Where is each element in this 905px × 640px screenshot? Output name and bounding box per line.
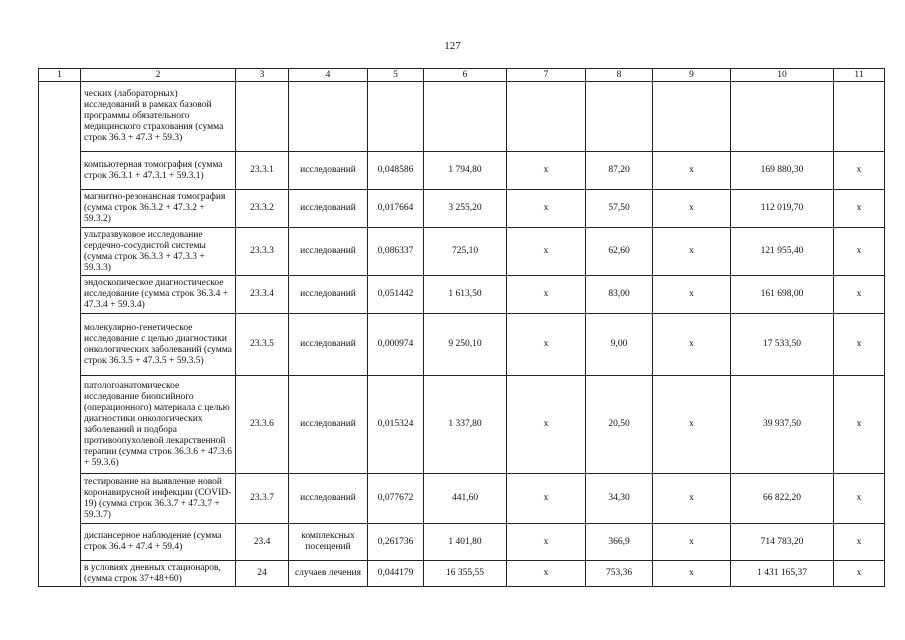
cell-c11: х [834,190,885,228]
cell-unit: комплексных посещений [289,524,368,561]
cell-c7: х [507,152,586,190]
cell-cost: 1 613,50 [424,276,507,314]
cell-norm: 0,051442 [368,276,424,314]
cell-c7: х [507,276,586,314]
cell-unit: исследований [289,152,368,190]
cell-c9: х [653,190,731,228]
cell-c8: 83,00 [586,276,653,314]
column-header: 11 [834,69,885,82]
cell-norm: 0,000974 [368,314,424,376]
column-header: 2 [81,69,236,82]
cell-norm: 0,017664 [368,190,424,228]
cell-c9: х [653,561,731,587]
row-name-cell: компьютерная томография (сумма строк 36.3.1 + 47.3.1 + 59.3.1) [81,152,236,190]
cell-norm: 0,015324 [368,376,424,474]
cell-c7: х [507,314,586,376]
cell-norm: 0,261736 [368,524,424,561]
cell-c10: 714 783,20 [731,524,834,561]
row-name-cell: эндоскопическое диагностическое исследование (сумма строк 36.3.4 + 47.3.4 + 59.3.4) [81,276,236,314]
table-row [39,228,885,276]
cell-c10 [731,82,834,152]
cell-cost: 9 250,10 [424,314,507,376]
column-header: 4 [289,69,368,82]
cell-norm [368,82,424,152]
cell-c7: х [507,561,586,587]
cell-norm: 0,048586 [368,152,424,190]
cell-unit: исследований [289,314,368,376]
cell-c9: х [653,152,731,190]
cell-cost: 1 337,80 [424,376,507,474]
row-name-cell: патологоанатомическое исследование биопсийного (операционного) материала с целью диагностики онкологических заболеваний и подбора противоопухолевой лекарственной терапии (сумма строк 36.3.6 + 47.3.6 + 59.3.6) [81,376,236,474]
cell-c11: х [834,228,885,276]
cell-unit: исследований [289,190,368,228]
page-number: 127 [444,40,461,52]
cell-c11: х [834,314,885,376]
cell-c7: х [507,228,586,276]
cell-c7: х [507,474,586,524]
cell-norm: 0,086337 [368,228,424,276]
cell-code: 23.4 [236,524,289,561]
section-number-cell [39,82,81,587]
cell-c9: х [653,524,731,561]
cell-c8: 753,36 [586,561,653,587]
table-row [39,276,885,314]
cell-unit: случаев лечения [289,561,368,587]
row-name-cell: магнитно-резонансная томография (сумма строк 36.3.2 + 47.3.2 + 59.3.2) [81,190,236,228]
cell-c8: 57,50 [586,190,653,228]
cell-c9: х [653,314,731,376]
cell-cost [424,82,507,152]
column-header: 7 [507,69,586,82]
cell-code: 23.3.7 [236,474,289,524]
cell-code: 24 [236,561,289,587]
column-header: 1 [39,69,81,82]
cell-c8: 87,20 [586,152,653,190]
cell-cost: 3 255,20 [424,190,507,228]
row-name-cell: ультразвуковое исследование сердечно-сосудистой системы (сумма строк 36.3.3 + 47.3.3 + 59.3.3) [81,228,236,276]
cell-c8: 34,30 [586,474,653,524]
cell-norm: 0,077672 [368,474,424,524]
column-header: 5 [368,69,424,82]
cell-c8: 366,9 [586,524,653,561]
cell-c9 [653,82,731,152]
cell-c11: х [834,474,885,524]
row-name-cell: в условиях дневных стационаров, (сумма строк 37+48+60) [81,561,236,587]
table-row [39,82,885,152]
cell-c11: х [834,376,885,474]
cell-c10: 66 822,20 [731,474,834,524]
cell-c8: 62,60 [586,228,653,276]
cell-c7: х [507,190,586,228]
cell-unit: исследований [289,276,368,314]
cell-cost: 725,10 [424,228,507,276]
row-name-cell: ческих (лабораторных) исследований в рамках базовой программы обязательного медицинского страхования (сумма строк 36.3 + 47.3 + 59.3) [81,82,236,152]
table-row [39,190,885,228]
row-name-cell: тестирование на выявление новой коронавирусной инфекции (COVID-19) (сумма строк 36.3.7 + 47.3.7 + 59.3.7) [81,474,236,524]
cell-c9: х [653,228,731,276]
row-name-cell: молекулярно-генетическое исследование с целью диагностики онкологических заболеваний (сумма строк 36.3.5 + 47.3.5 + 59.3.5) [81,314,236,376]
cell-c11: х [834,524,885,561]
cell-c7: х [507,376,586,474]
cell-c8: 20,50 [586,376,653,474]
table-row [39,376,885,474]
cell-c10: 17 533,50 [731,314,834,376]
cell-cost: 1 401,80 [424,524,507,561]
cell-c10: 161 698,00 [731,276,834,314]
cell-c9: х [653,376,731,474]
cell-c11: х [834,152,885,190]
cell-cost: 1 794,80 [424,152,507,190]
cell-code: 23.3.4 [236,276,289,314]
column-header: 10 [731,69,834,82]
cell-c9: х [653,474,731,524]
cell-code: 23.3.1 [236,152,289,190]
cell-code [236,82,289,152]
data-table [38,68,885,587]
cell-c9: х [653,276,731,314]
cell-c10: 1 431 165,37 [731,561,834,587]
cell-code: 23.3.3 [236,228,289,276]
cell-c10: 39 937,50 [731,376,834,474]
cell-c10: 169 880,30 [731,152,834,190]
cell-code: 23.3.5 [236,314,289,376]
cell-unit: исследований [289,474,368,524]
column-number-row [39,69,885,82]
cell-c8: 9,00 [586,314,653,376]
table-row [39,314,885,376]
cell-c8 [586,82,653,152]
cell-unit [289,82,368,152]
cell-c10: 112 019,70 [731,190,834,228]
cell-c10: 121 955,40 [731,228,834,276]
cell-cost: 441,60 [424,474,507,524]
cell-c7 [507,82,586,152]
cell-code: 23.3.2 [236,190,289,228]
column-header: 8 [586,69,653,82]
table-row [39,152,885,190]
row-name-cell: диспансерное наблюдение (сумма строк 36.4 + 47.4 + 59.4) [81,524,236,561]
table-row [39,561,885,587]
cell-c7: х [507,524,586,561]
cell-unit: исследований [289,376,368,474]
cell-norm: 0,044179 [368,561,424,587]
table-row [39,524,885,561]
table-row [39,474,885,524]
column-header: 3 [236,69,289,82]
cell-unit: исследований [289,228,368,276]
cell-code: 23.3.6 [236,376,289,474]
cell-c11: х [834,276,885,314]
column-header: 9 [653,69,731,82]
cell-c11 [834,82,885,152]
table-body [39,82,885,587]
cell-cost: 16 355,55 [424,561,507,587]
column-header: 6 [424,69,507,82]
cell-c11: х [834,561,885,587]
